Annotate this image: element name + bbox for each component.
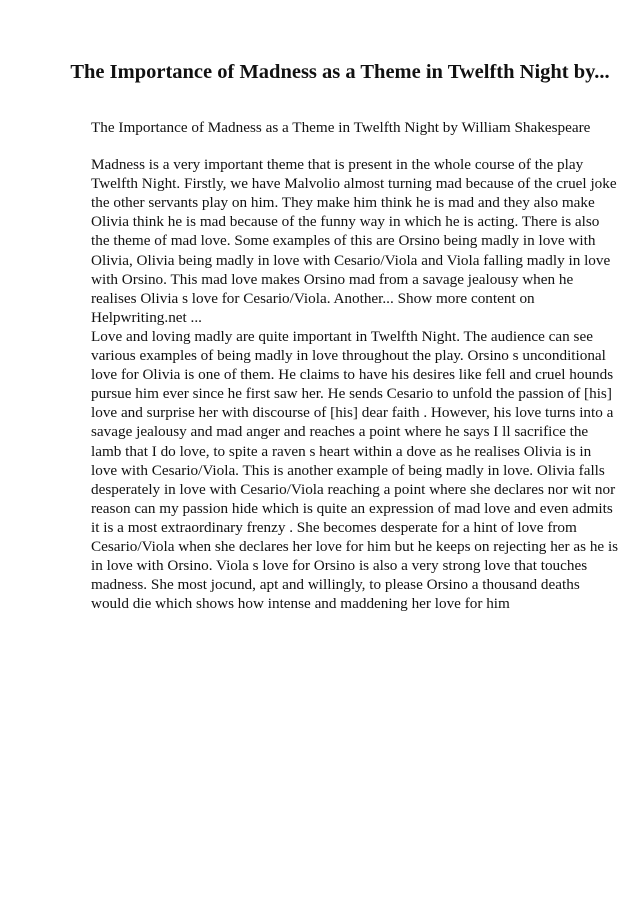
body-paragraph-1: Madness is a very important theme that is present in the whole course of the play Twelfth Night. Firstly, we have Malvolio almost turning mad because of the cruel joke the other servants play on him. They make him think he is mad and they also make Olivia think he is mad because of the funny way in which he is acting. There is also the theme of mad love. Some examples of this are Orsino being madly in love with Olivia, Olivia being madly in love with Cesario/Viola and Viola falling madly in love with Orsino. This mad love makes Orsino mad from a savage jealousy when he realises Olivia s love for Cesario/Viola. Another... Show more content on Helpwriting.net ...: [91, 156, 617, 326]
body-paragraph-2: Love and loving madly are quite important in Twelfth Night. The audience can see various examples of being madly in love throughout the play. Orsino s unconditional love for Olivia is one of them. He claims to have his desires like fell and cruel hounds pursue him ever since he first saw her. He sends Cesario to unfold the passion of [his] love and surprise her with discourse of [his] dear faith . However, his love turns into a savage jealousy and mad anger and reaches a point where he says I ll sacrifice the lamb that I do love, to spite a raven s heart within a dove as he realises Olivia is in love with Cesario/Viola. This is another example of being madly in love. Olivia falls desperately in love with Cesario/Viola reaching a point where she declares nor wit nor reason can my passion hide which is quite an expression of mad love and even admits it is a most extraordinary frenzy . She becomes desperate for a hint of love from Cesario/Viola when she declares her love for him but he keeps on rejecting her as he is in love with Orsino. Viola s love for Orsino is also a very strong love that touches madness. She most jocund, apt and willingly, to please Orsino a thousand deaths would die which shows how intense and maddening her love for him: [91, 327, 619, 613]
page-title: The Importance of Madness as a Theme in Twelfth Night by...: [70, 61, 610, 83]
document-subtitle: The Importance of Madness as a Theme in Twelfth Night by William Shakespeare: [91, 119, 591, 136]
document-body: [91, 118, 621, 613]
